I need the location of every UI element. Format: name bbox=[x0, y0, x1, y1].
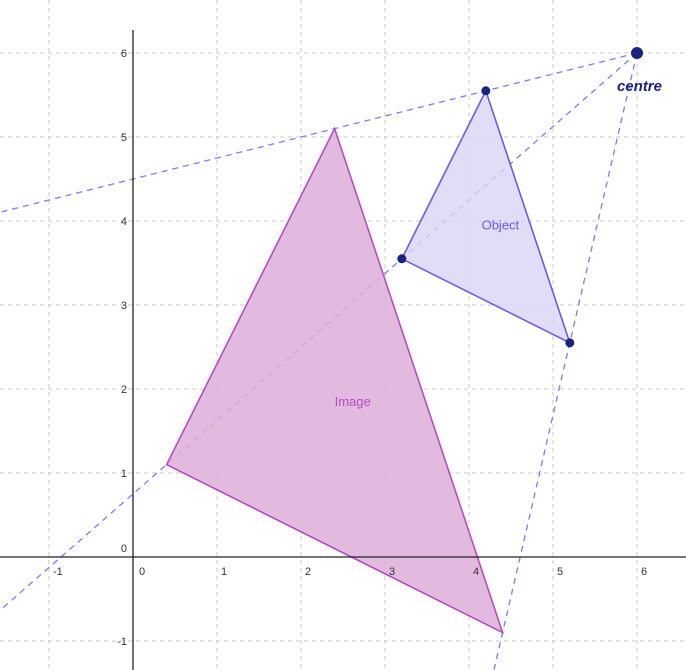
y-tick-label: 4 bbox=[120, 216, 127, 228]
x-tick-label: 2 bbox=[305, 566, 312, 578]
y-tick-label: 3 bbox=[120, 300, 127, 312]
y-tick-label: 1 bbox=[120, 468, 127, 480]
y-tick-label: 2 bbox=[120, 384, 127, 396]
x-tick-label: 4 bbox=[473, 566, 480, 578]
object-vertex-point[interactable] bbox=[565, 338, 574, 347]
y-tick-labels bbox=[117, 48, 127, 648]
y-tick-label: -1 bbox=[117, 636, 127, 648]
x-tick-label: -1 bbox=[53, 566, 63, 578]
y-tick-label: 5 bbox=[120, 132, 127, 144]
y-tick-label: 6 bbox=[120, 48, 127, 60]
object-label: Object bbox=[481, 217, 520, 233]
image-label: Image bbox=[334, 393, 371, 409]
x-tick-label: 6 bbox=[641, 566, 648, 578]
centre-point[interactable] bbox=[631, 47, 643, 59]
x-tick-label: 5 bbox=[557, 566, 564, 578]
x-tick-label-zero: 0 bbox=[139, 566, 146, 578]
x-tick-label: 3 bbox=[389, 566, 396, 578]
x-tick-label: 1 bbox=[221, 566, 228, 578]
centre-label: centre bbox=[616, 78, 662, 95]
object-vertex-point[interactable] bbox=[397, 254, 406, 263]
x-tick-labels bbox=[53, 566, 647, 578]
origin-label: 0 bbox=[120, 543, 127, 555]
object-vertex-point[interactable] bbox=[481, 86, 490, 95]
